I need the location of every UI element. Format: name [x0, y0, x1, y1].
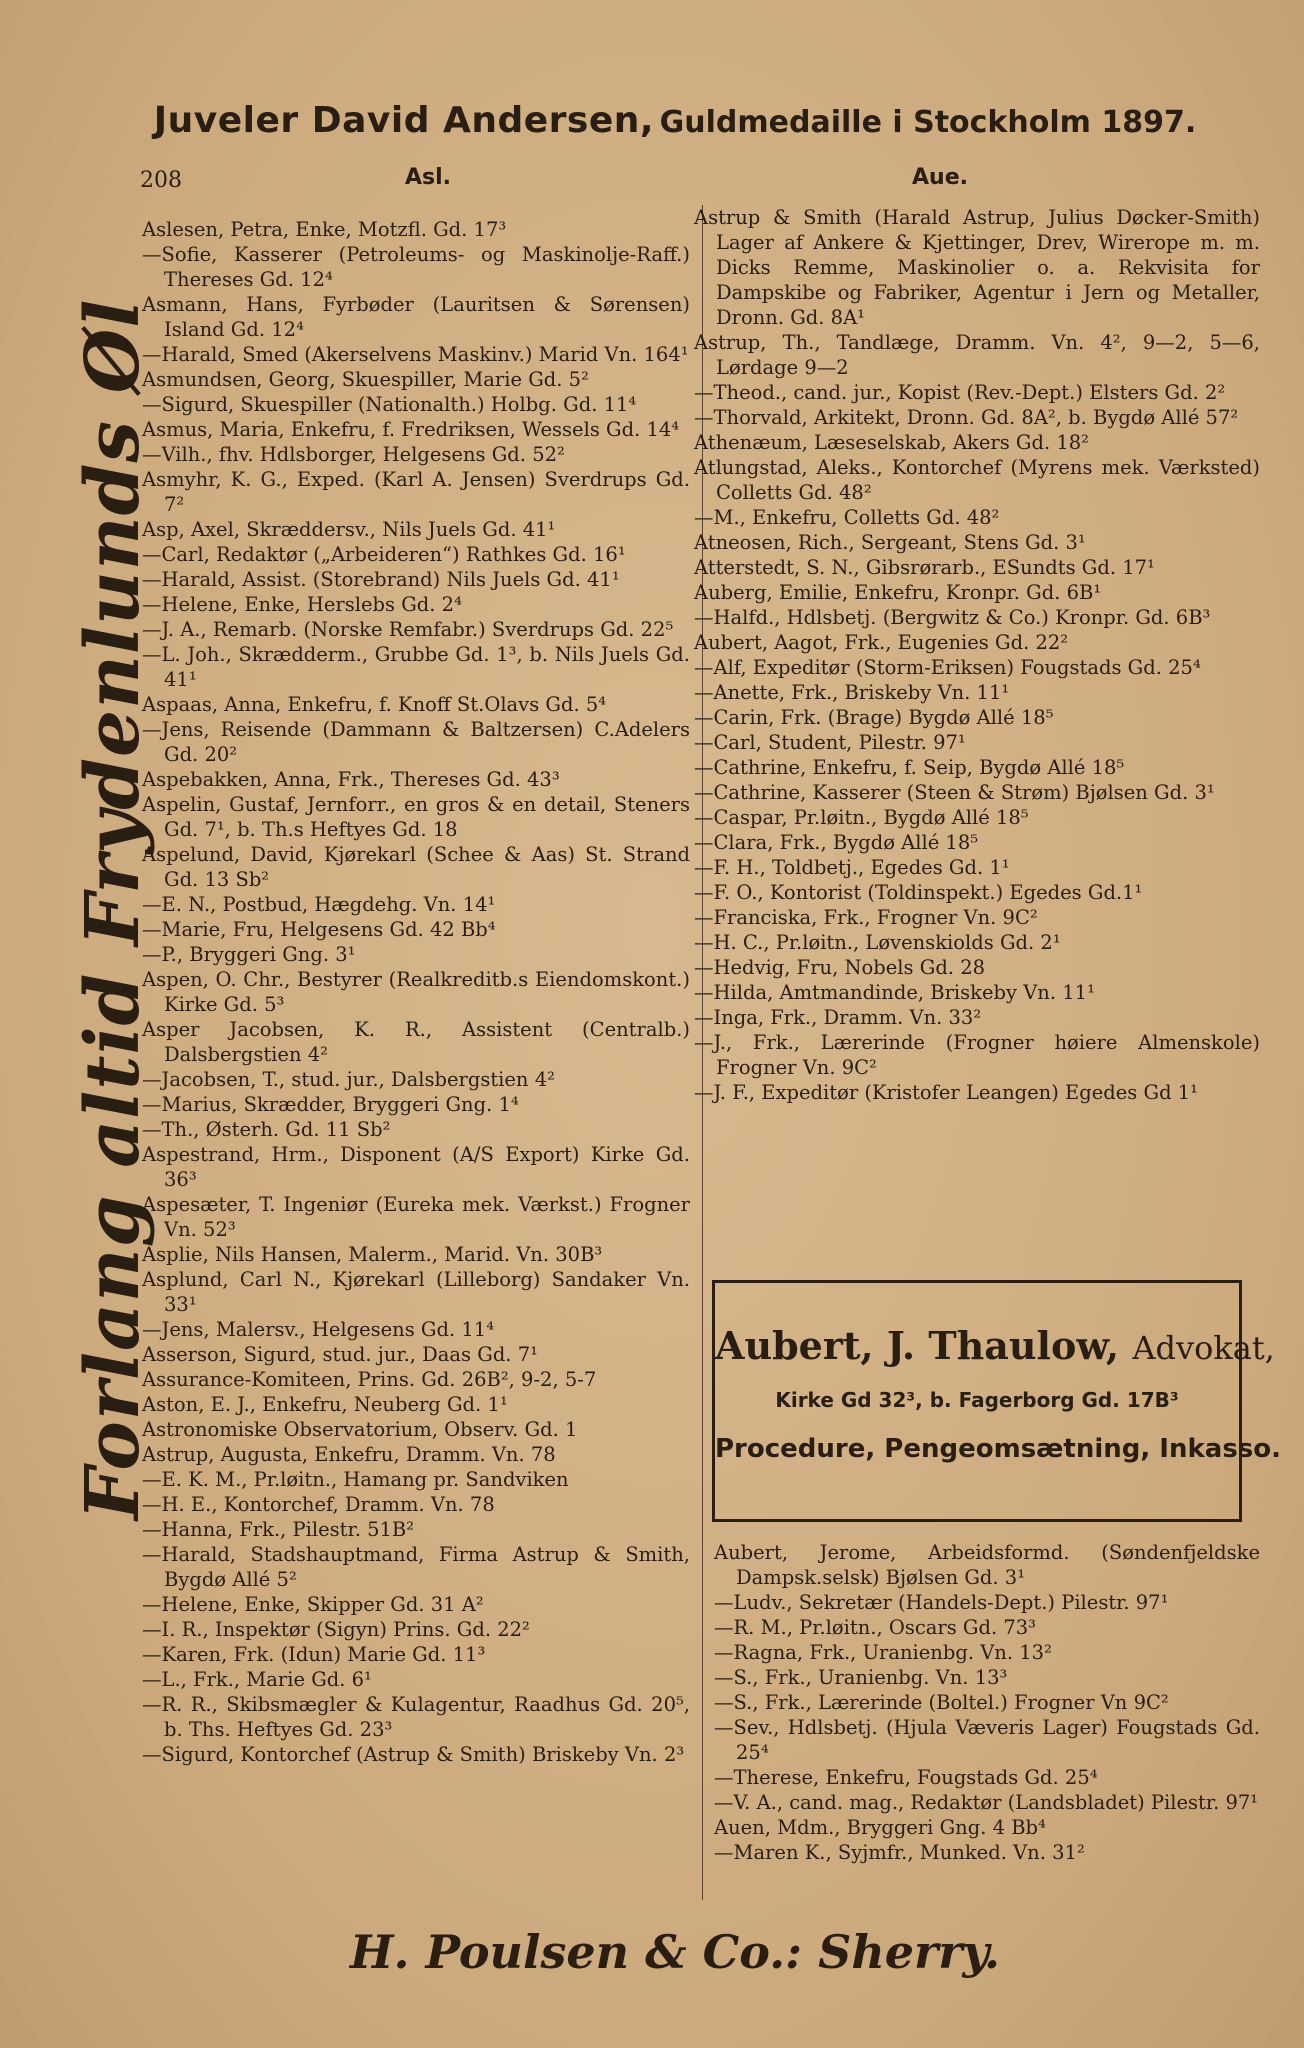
directory-entry: —L. Joh., Skrædderm., Grubbe Gd. 1³, b. Nils Juels Gd. 41¹ [142, 643, 690, 691]
left-column [142, 217, 690, 1767]
directory-entry: —Helene, Enke, Skipper Gd. 31 A² [142, 1593, 484, 1616]
directory-entry: Astrup, Th., Tandlæge, Dramm. Vn. 4², 9—2, 5—6, Lørdage 9—2 [694, 331, 1260, 379]
directory-entry: —Hedvig, Fru, Nobels Gd. 28 [694, 956, 986, 979]
directory-entry: —H. C., Pr.løitn., Løvenskiolds Gd. 2¹ [694, 931, 1061, 954]
advert-box [712, 1280, 1282, 1522]
directory-entry: Aspelin, Gustaf, Jernforr., en gros & en detail, Steners Gd. 7¹, b. Th.s Heftyes Gd. 18 [142, 793, 690, 841]
header-subtitle: Guldmedaille i Stockholm 1897. [659, 105, 1197, 140]
directory-entry: —Alf, Expeditør (Storm-Eriksen) Fougstads Gd. 25⁴ [694, 656, 1201, 679]
directory-entry: Athenæum, Læseselskab, Akers Gd. 18² [694, 431, 1089, 454]
advert-services: Procedure, Pengeomsætning, Inkasso. [715, 1434, 1282, 1464]
directory-entry: —Ragna, Frk., Uranienbg. Vn. 13² [714, 1641, 1052, 1664]
directory-entry: —Thorvald, Arkitekt, Dronn. Gd. 8A², b. Bygdø Allé 57² [694, 406, 1239, 429]
directory-entry: —Sofie, Kasserer (Petroleums- og Maskinolje-Raff.) Thereses Gd. 12⁴ [142, 243, 690, 291]
directory-entry: Asplie, Nils Hansen, Malerm., Marid. Vn. 30B³ [142, 1243, 603, 1266]
directory-entry: —V. A., cand. mag., Redaktør (Landsbladet) Pilestr. 97¹ [714, 1791, 1259, 1814]
directory-entry: —Franciska, Frk., Frogner Vn. 9C² [694, 906, 1038, 929]
column-head-right: Aue. [912, 165, 968, 190]
directory-entry: —Carl, Student, Pilestr. 97¹ [694, 731, 966, 754]
directory-entry: —S., Frk., Uranienbg. Vn. 13³ [714, 1666, 1008, 1689]
directory-entry: Astronomiske Observatorium, Observ. Gd. 1 [142, 1418, 578, 1441]
directory-entry: Aston, E. J., Enkefru, Neuberg Gd. 1¹ [142, 1393, 508, 1416]
directory-entry: —Carin, Frk. (Brage) Bygdø Allé 18⁵ [694, 706, 1054, 729]
advert-name: Aubert, J. Thaulow, [715, 1323, 1120, 1368]
directory-entry: —Th., Østerh. Gd. 11 Sb² [142, 1118, 391, 1141]
directory-entry: Aspaas, Anna, Enkefru, f. Knoff St.Olavs Gd. 5⁴ [142, 693, 607, 716]
directory-entry: Assurance-Komiteen, Prins. Gd. 26B², 9-2, 5-7 [142, 1368, 597, 1391]
directory-entry: Astrup, Augusta, Enkefru, Dramm. Vn. 78 [142, 1443, 556, 1466]
directory-entry: —Harald, Stadshauptmand, Firma Astrup & Smith, Bygdø Allé 5² [142, 1543, 690, 1591]
directory-entry: Asserson, Sigurd, stud. jur., Daas Gd. 7¹ [142, 1343, 538, 1366]
directory-entry: Aspebakken, Anna, Frk., Thereses Gd. 43³ [142, 768, 560, 791]
directory-entry: —Carl, Redaktør („Arbeideren“) Rathkes Gd. 16¹ [142, 543, 626, 566]
directory-entry: —Vilh., fhv. Hdlsborger, Helgesens Gd. 52² [142, 443, 565, 466]
directory-entry: Atterstedt, S. N., Gibsrørarb., ESundts Gd. 17¹ [694, 556, 1155, 579]
directory-entry: —J. F., Expeditør (Kristofer Leangen) Egedes Gd 1¹ [694, 1081, 1198, 1104]
directory-entry: —Sigurd, Kontorchef (Astrup & Smith) Briskeby Vn. 2³ [142, 1743, 685, 1766]
directory-entry: —Ludv., Sekretær (Handels-Dept.) Pilestr. 97¹ [714, 1591, 1169, 1614]
column-head-left: Asl. [405, 165, 452, 190]
directory-entry: —E. K. M., Pr.løitn., Hamang pr. Sandviken [142, 1468, 569, 1491]
directory-entry: —F. O., Kontorist (Toldinspekt.) Egedes Gd.1¹ [694, 881, 1143, 904]
directory-entry: Asmann, Hans, Fyrbøder (Lauritsen & Sørensen) Island Gd. 12⁴ [142, 293, 690, 341]
directory-entry: Aubert, Aagot, Frk., Eugenies Gd. 22² [694, 631, 1069, 654]
directory-entry: —Caspar, Pr.løitn., Bygdø Allé 18⁵ [694, 806, 1029, 829]
directory-entry: —Sigurd, Skuespiller (Nationalth.) Holbg. Gd. 11⁴ [142, 393, 637, 416]
directory-entry: —J. A., Remarb. (Norske Remfabr.) Sverdrups Gd. 22⁵ [142, 618, 674, 641]
directory-entry: —Sev., Hdlsbetj. (Hjula Væveris Lager) Fougstads Gd. 25⁴ [714, 1716, 1260, 1764]
page-footer: H. Poulsen & Co.: Sherry. [350, 1925, 1000, 1979]
directory-entry: —Karen, Frk. (Idun) Marie Gd. 11³ [142, 1643, 486, 1666]
directory-entry: —F. H., Toldbetj., Egedes Gd. 1¹ [694, 856, 1010, 879]
directory-entry: —J., Frk., Lærerinde (Frogner høiere Almenskole) Frogner Vn. 9C² [694, 1031, 1260, 1079]
directory-entry: —R. R., Skibsmægler & Kulagentur, Raadhus Gd. 20⁵, b. Ths. Heftyes Gd. 23³ [142, 1693, 690, 1741]
directory-entry: Asmyhr, K. G., Exped. (Karl A. Jensen) Sverdrups Gd. 7² [142, 468, 690, 516]
header-name: Juveler David Andersen, [153, 100, 655, 141]
directory-entry: Aspesæter, T. Ingeniør (Eureka mek. Værkst.) Frogner Vn. 52³ [142, 1193, 690, 1241]
directory-entry: —Marius, Skrædder, Bryggeri Gng. 1⁴ [142, 1093, 519, 1116]
directory-entry: —M., Enkefru, Colletts Gd. 48² [694, 506, 1000, 529]
directory-entry: Aspelund, David, Kjørekarl (Schee & Aas) St. Strand Gd. 13 Sb² [142, 843, 690, 891]
directory-entry: —Harald, Smed (Akerselvens Maskinv.) Marid Vn. 164¹ [142, 343, 689, 366]
directory-entry: —I. R., Inspektør (Sigyn) Prins. Gd. 22² [142, 1618, 530, 1641]
right-column-continued [714, 1540, 1260, 1865]
directory-entry: —H. E., Kontorchef, Dramm. Vn. 78 [142, 1493, 495, 1516]
directory-entry: Aslesen, Petra, Enke, Motzfl. Gd. 17³ [142, 218, 507, 241]
directory-entry: —Helene, Enke, Herslebs Gd. 2⁴ [142, 593, 462, 616]
directory-entry: —Jacobsen, T., stud. jur., Dalsbergstien 4² [142, 1068, 555, 1091]
directory-entry: —S., Frk., Lærerinde (Boltel.) Frogner Vn 9C² [714, 1691, 1169, 1714]
directory-entry: —R. M., Pr.løitn., Oscars Gd. 73³ [714, 1616, 1036, 1639]
directory-entry: —P., Bryggeri Gng. 3¹ [142, 943, 356, 966]
directory-entry: —Jens, Malersv., Helgesens Gd. 11⁴ [142, 1318, 495, 1341]
advert-role: Advokat, [1132, 1329, 1275, 1367]
directory-entry: —Cathrine, Enkefru, f. Seip, Bygdø Allé 18⁵ [694, 756, 1125, 779]
directory-entry: Auen, Mdm., Bryggeri Gng. 4 Bb⁴ [714, 1816, 1046, 1839]
directory-entry: —Inga, Frk., Dramm. Vn. 33² [694, 1006, 982, 1029]
directory-entry: Aubert, Jerome, Arbeidsformd. (Søndenfjeldske Dampsk.selsk) Bjølsen Gd. 3¹ [714, 1541, 1260, 1589]
directory-entry: Astrup & Smith (Harald Astrup, Julius Døcker-Smith) Lager af Ankere & Kjettinger, Drev, Wirerope m. m. Dicks Remme, Maskinolier o. a. Rekvisita for Dampskibe og Fabriker, Agentur i Jern og Metaller, Dronn. Gd. 8A¹ [694, 206, 1260, 329]
directory-entry: Aspen, O. Chr., Bestyrer (Realkreditb.s Eiendomskont.) Kirke Gd. 5³ [142, 968, 690, 1016]
directory-entry: —Hilda, Amtmandinde, Briskeby Vn. 11¹ [694, 981, 1095, 1004]
directory-entry: Aspestrand, Hrm., Disponent (A/S Export) Kirke Gd. 36³ [142, 1143, 690, 1191]
side-advert-text: Forlang altid Frydenlunds Øl [70, 298, 156, 1520]
directory-entry: Asmundsen, Georg, Skuespiller, Marie Gd. 5² [142, 368, 589, 391]
directory-entry: —Harald, Assist. (Storebrand) Nils Juels Gd. 41¹ [142, 568, 620, 591]
directory-entry: —Hanna, Frk., Pilestr. 51B² [142, 1518, 415, 1541]
advert-address: Kirke Gd 32³, b. Fagerborg Gd. 17B³ [775, 1388, 1179, 1412]
directory-entry: —Clara, Frk., Bygdø Allé 18⁵ [694, 831, 979, 854]
directory-entry: —Anette, Frk., Briskeby Vn. 11¹ [694, 681, 1010, 704]
directory-entry: Asmus, Maria, Enkefru, f. Fredriksen, Wessels Gd. 14⁴ [142, 418, 680, 441]
directory-entry: —Theod., cand. jur., Kopist (Rev.-Dept.) Elsters Gd. 2² [694, 381, 1226, 404]
page-number: 208 [140, 168, 182, 193]
directory-entry: —Therese, Enkefru, Fougstads Gd. 25⁴ [714, 1766, 1098, 1789]
advert-title [715, 1323, 1275, 1368]
directory-entry: —Halfd., Hdlsbetj. (Bergwitz & Co.) Kronpr. Gd. 6B³ [694, 606, 1211, 629]
directory-entry: —Maren K., Syjmfr., Munked. Vn. 31² [714, 1841, 1085, 1864]
right-column [688, 205, 1260, 1105]
directory-entry: Atlungstad, Aleks., Kontorchef (Myrens mek. Værksted) Colletts Gd. 48² [694, 456, 1260, 504]
directory-entry: —L., Frk., Marie Gd. 6¹ [142, 1668, 372, 1691]
directory-entry: —Cathrine, Kasserer (Steen & Strøm) Bjølsen Gd. 3¹ [694, 781, 1215, 804]
directory-entry: —Jens, Reisende (Dammann & Baltzersen) C.Adelers Gd. 20² [142, 718, 690, 766]
directory-entry: Atneosen, Rich., Sergeant, Stens Gd. 3¹ [694, 531, 1086, 554]
directory-entry: Auberg, Emilie, Enkefru, Kronpr. Gd. 6B¹ [694, 581, 1102, 604]
directory-entry: —Marie, Fru, Helgesens Gd. 42 Bb⁴ [142, 918, 496, 941]
directory-entry: Asp, Axel, Skræddersv., Nils Juels Gd. 41¹ [142, 518, 556, 541]
directory-entry: Asper Jacobsen, K. R., Assistent (Centralb.) Dalsbergstien 4² [142, 1018, 690, 1066]
directory-entry: Asplund, Carl N., Kjørekarl (Lilleborg) Sandaker Vn. 33¹ [142, 1268, 690, 1316]
page-header [150, 100, 1200, 141]
directory-entry: —E. N., Postbud, Hægdehg. Vn. 14¹ [142, 893, 496, 916]
